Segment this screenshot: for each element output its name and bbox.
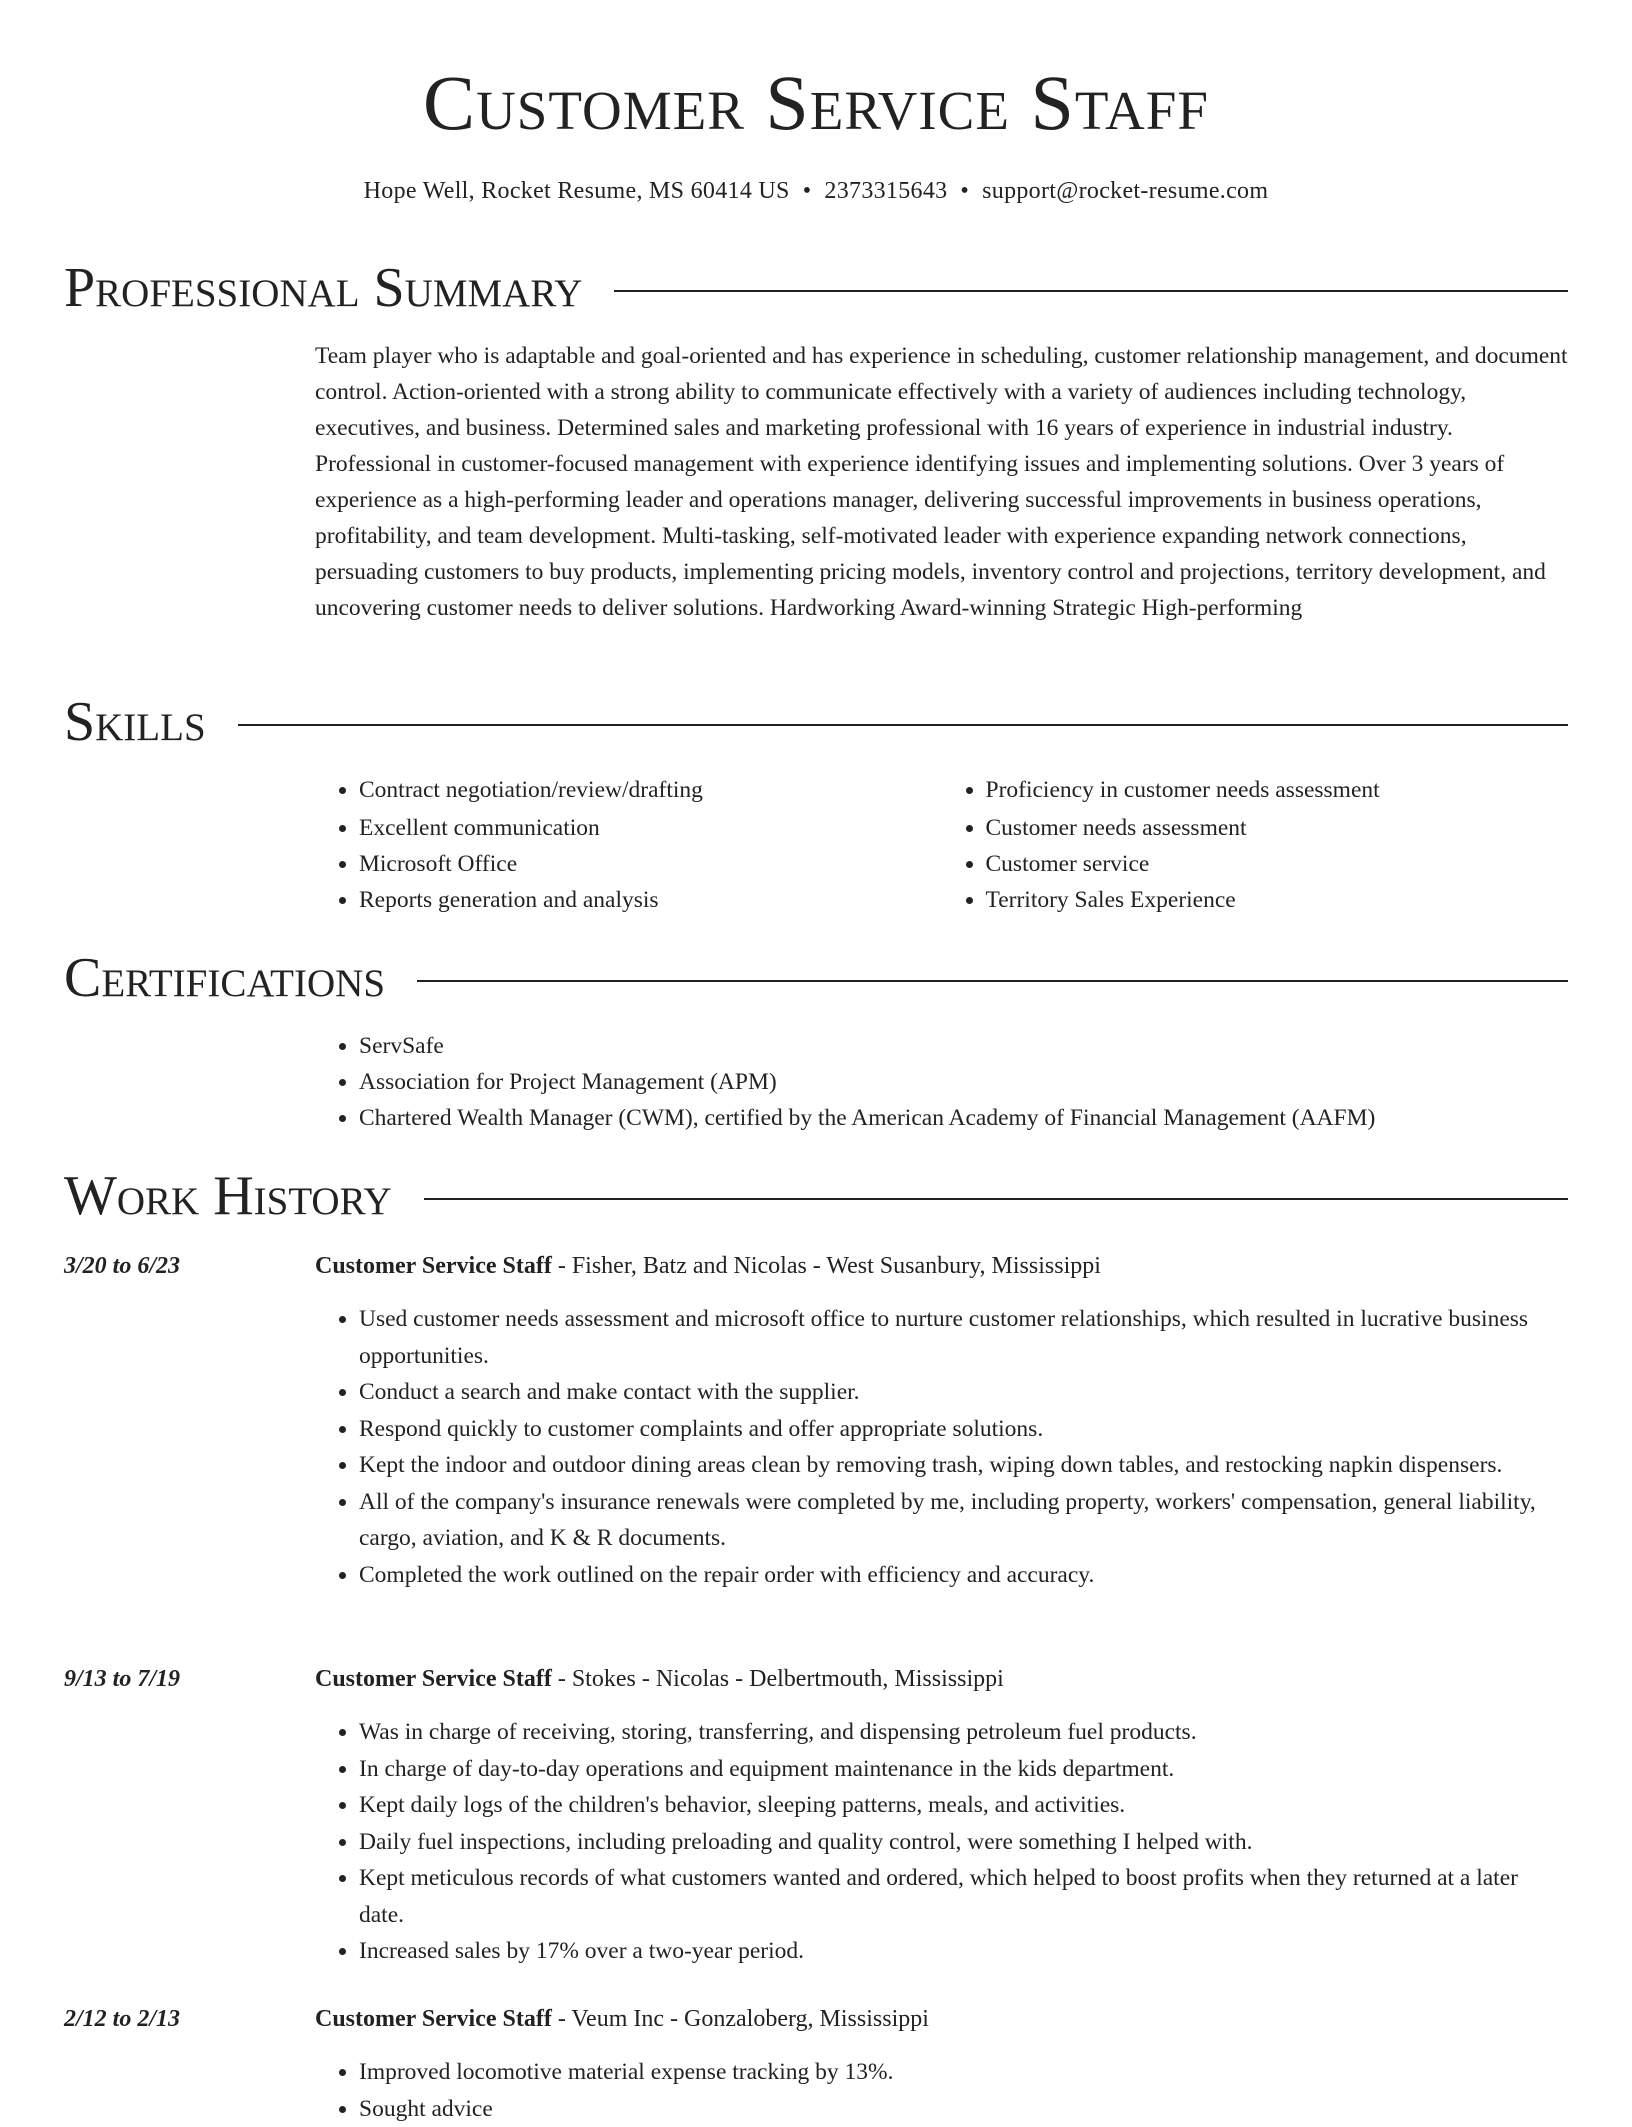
summary-text: Team player who is adaptable and goal-oriented and has experience in scheduling, customer relationship management, and document control. Action-oriented with a strong ability to communicate effectively with a variety of audiences including technology, executives, and business. Determined sales and marketing professional with 16 years of experience in industrial industry. Professional in customer-focused management with experience identifying issues and implementing solutions. Over 3 years of experience as a high-performing leader and operations manager, delivering successful improvements in business operations, profitability, and team development. Multi-tasking, self-motivated leader with experience expanding network connections, persuading customers to buy products, implementing pricing models, inventory control and projections, territory development, and uncovering customer needs to deliver solutions. Hardworking Award-winning Strategic High-performing <box>315 338 1568 626</box>
job-bullet: • Kept meticulous records of what customers wanted and ordered, which helped to boost profits when they returned at a later date. <box>359 1860 1568 1933</box>
job-title: Customer Service Staff <box>315 1253 552 1279</box>
contact-phone: 2373315643 <box>824 178 947 204</box>
job-dates: 9/13 to 7/19 <box>64 1661 180 1697</box>
job-bullet: • Improved locomotive material expense tracking by 13%. <box>359 2054 1568 2091</box>
skill-item: • Excellent communication <box>359 810 942 846</box>
job-employer: - Veum Inc - Gonzaloberg, Mississippi <box>552 2006 929 2032</box>
section-header-skills <box>64 690 1568 754</box>
job-title-line <box>315 2001 1568 2037</box>
job-bullet-list <box>315 1301 1568 1593</box>
skill-item: • Reports generation and analysis <box>359 882 942 918</box>
contact-email: support@rocket-resume.com <box>982 178 1268 204</box>
skill-item: • Contract negotiation/review/drafting <box>359 772 942 808</box>
job-bullet: • Increased sales by 17% over a two-year period. <box>359 1933 1568 1970</box>
certification-item: • Association for Project Management (APM) <box>359 1064 1568 1100</box>
skills-column-right <box>942 772 1569 918</box>
skills-list <box>315 772 1568 918</box>
section-title-skills: Skills <box>64 690 238 754</box>
section-title-certifications: Certifications <box>64 946 417 1010</box>
job-title: Customer Service Staff <box>315 1666 552 1692</box>
section-divider <box>614 290 1568 292</box>
candidate-name: Customer Service Staff <box>0 58 1632 148</box>
certifications-items <box>315 1028 1568 1136</box>
skill-item: • Customer service <box>986 846 1569 882</box>
job-title-line <box>315 1248 1568 1284</box>
job-bullet: • Was in charge of receiving, storing, transferring, and dispensing petroleum fuel products. <box>359 1714 1568 1751</box>
skill-item: • Proficiency in customer needs assessment <box>986 772 1569 808</box>
job-bullet-list <box>315 1714 1568 1970</box>
certification-item: • ServSafe <box>359 1028 1568 1064</box>
section-header-work-history <box>64 1164 1568 1228</box>
skill-item: • Customer needs assessment <box>986 810 1569 846</box>
section-header-summary <box>64 256 1568 320</box>
summary-body <box>315 338 1568 626</box>
section-divider <box>238 724 1568 726</box>
job-dates: 3/20 to 6/23 <box>64 1248 180 1284</box>
job-title: Customer Service Staff <box>315 2006 552 2032</box>
contact-address: Hope Well, Rocket Resume, MS 60414 US <box>364 178 790 204</box>
skills-column-left <box>315 772 942 918</box>
job-bullet: • Daily fuel inspections, including preloading and quality control, were something I helped with. <box>359 1824 1568 1861</box>
skill-item: • Microsoft Office <box>359 846 942 882</box>
certification-item: • Chartered Wealth Manager (CWM), certified by the American Academy of Financial Management (AAFM) <box>359 1100 1568 1136</box>
job-bullet: • Sought advice <box>359 2091 1568 2127</box>
job-bullet: • Kept the indoor and outdoor dining areas clean by removing trash, wiping down tables, and restocking napkin dispensers. <box>359 1447 1568 1484</box>
job-bullet: • Used customer needs assessment and microsoft office to nurture customer relationships, which resulted in lucrative business opportunities. <box>359 1301 1568 1374</box>
job-bullet: • Respond quickly to customer complaints and offer appropriate solutions. <box>359 1411 1568 1448</box>
contact-line <box>0 174 1632 208</box>
job-bullet-list <box>315 2054 1568 2127</box>
section-title-work-history: Work History <box>64 1164 424 1228</box>
section-divider <box>417 980 1568 982</box>
section-title-summary: Professional Summary <box>64 256 614 320</box>
job-bullet: • All of the company's insurance renewals were completed by me, including property, workers' compensation, general liability, cargo, aviation, and K & R documents. <box>359 1484 1568 1557</box>
contact-separator: • <box>803 174 812 208</box>
certifications-list <box>315 1028 1568 1136</box>
job-bullet: • Completed the work outlined on the repair order with efficiency and accuracy. <box>359 1557 1568 1594</box>
job-employer: - Fisher, Batz and Nicolas - West Susanbury, Mississippi <box>552 1253 1101 1279</box>
section-divider <box>424 1198 1568 1200</box>
contact-separator: • <box>960 174 969 208</box>
job-bullets <box>315 1714 1568 1970</box>
job-employer: - Stokes - Nicolas - Delbertmouth, Mississippi <box>552 1666 1004 1692</box>
job-dates: 2/12 to 2/13 <box>64 2001 180 2037</box>
job-bullet: • In charge of day-to-day operations and equipment maintenance in the kids department. <box>359 1751 1568 1788</box>
skill-item: • Territory Sales Experience <box>986 882 1569 918</box>
job-bullet: • Conduct a search and make contact with the supplier. <box>359 1374 1568 1411</box>
job-bullet: • Kept daily logs of the children's behavior, sleeping patterns, meals, and activities. <box>359 1787 1568 1824</box>
section-header-certifications <box>64 946 1568 1010</box>
job-bullets <box>315 1301 1568 1593</box>
job-bullets <box>315 2054 1568 2127</box>
job-title-line <box>315 1661 1568 1697</box>
